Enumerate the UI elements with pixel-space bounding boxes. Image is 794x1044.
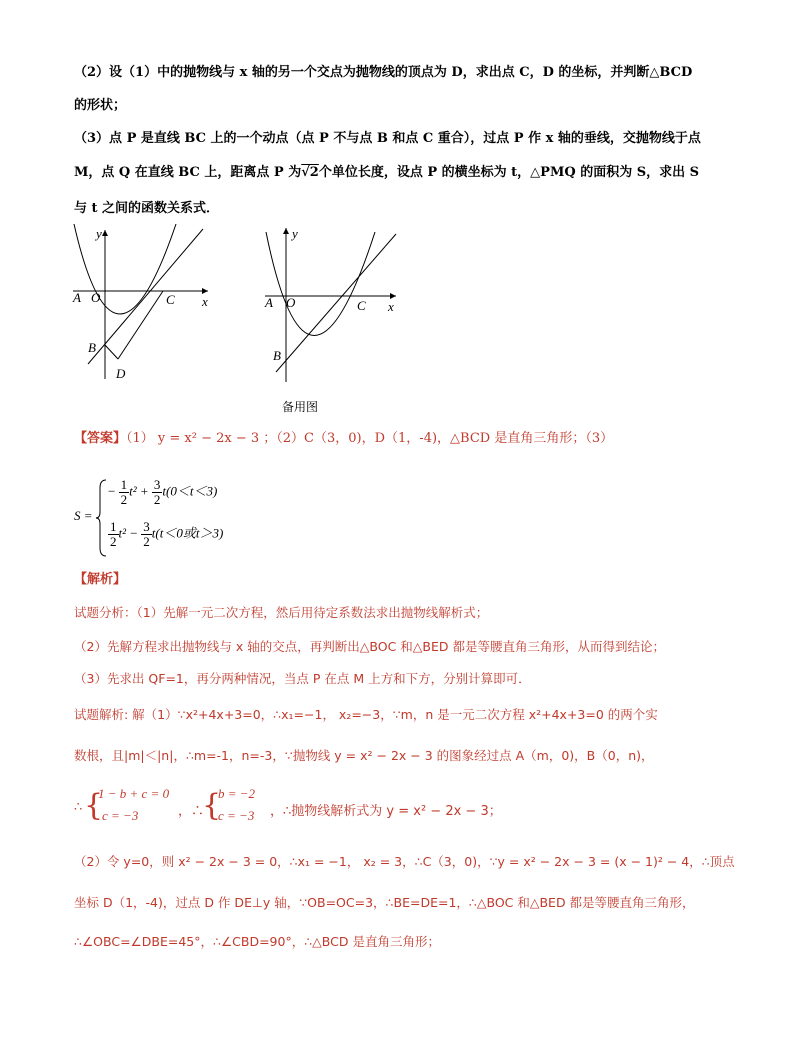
brace-1: { xyxy=(84,788,104,823)
case-2-condition: t(t＜0或t＞3) xyxy=(151,525,224,541)
brace-2: { xyxy=(202,788,222,823)
solution-line-2: 数根，且|m|＜|n|，∴m=-1，n=-3，∵抛物线 y = x² − 2x − 3 的图象经过点 A（m，0)，B（0，n)， xyxy=(74,748,654,763)
point-a-label: A xyxy=(73,290,81,305)
solution-line-3-suffix: ，∴抛物线解析式为 y = x² − 2x − 3； xyxy=(270,804,502,819)
point-a-label-2: A xyxy=(265,295,273,310)
frac-num: 1 xyxy=(120,477,128,492)
figure-graph-1 xyxy=(68,224,218,384)
question-3-line-2a: M，点 Q 在直线 BC 上，距离点 P 为 xyxy=(74,165,302,180)
s-piecewise-formula xyxy=(74,478,294,558)
case-1-sign: − xyxy=(108,483,116,499)
origin-label: O xyxy=(91,290,101,305)
analysis-line-1: 试题分析：（1）先解一元二次方程，然后用待定系数法求出抛物线解析式； xyxy=(74,605,489,620)
answer-line xyxy=(74,430,613,448)
s-lhs: S = xyxy=(74,508,93,523)
frac-den: 2 xyxy=(153,492,161,507)
question-3-line-2 xyxy=(74,164,699,182)
solution-line-5: 坐标 D（1，-4)，过点 D 作 DE⊥y 轴，∵OB=OC=3，∴BE=DE=1，∴△BOC 和△BED 都是等腰直角三角形， xyxy=(74,895,695,910)
system-1-row-2: c = −3 xyxy=(102,808,139,823)
point-b-label-2: B xyxy=(273,348,281,363)
comma-1: ，∴ xyxy=(178,804,205,819)
question-3-line-1: （3）点 P 是直线 BC 上的一个动点（点 P 不与点 B 和点 C 重合），过点 P 作 x 轴的垂线，交抛物线于点 xyxy=(74,131,701,146)
frac-num: 3 xyxy=(153,477,161,492)
solution-line-4: （2）令 y=0，则 x² − 2x − 3 = 0，∴x₁ = −1， x₂ = 3，∴C（3，0)，∵y = x² − 2x − 3 = (x − 1)² − 4，∴顶点 xyxy=(74,854,735,869)
case-2 xyxy=(108,520,223,549)
case-2-frac-2 xyxy=(141,520,152,549)
system-2-row-1: b = −2 xyxy=(218,786,256,801)
solution-line-6: ∴∠OBC=∠DBE=45°，∴∠CBD=90°，∴△BCD 是直角三角形； xyxy=(74,934,440,949)
point-d-label: D xyxy=(116,366,126,381)
case-1-condition: t(0＜t＜3) xyxy=(162,483,218,499)
point-c-label: C xyxy=(166,292,175,307)
therefore-1: ∴ xyxy=(74,800,83,815)
analysis-tag: 【解析】 xyxy=(74,572,127,587)
question-3-line-3: 与 t 之间的函数关系式． xyxy=(74,201,220,216)
point-c-label-2: C xyxy=(357,298,366,313)
sqrt-2: √2 xyxy=(301,165,319,180)
x-label-2: x xyxy=(388,299,394,314)
question-2-line-2: 的形状； xyxy=(74,98,127,113)
figure-caption: 备用图 xyxy=(282,400,319,414)
system-1-row-1: 1 − b + c = 0 xyxy=(98,786,170,801)
frac-den: 2 xyxy=(143,534,150,549)
case-1-frac-1 xyxy=(119,478,130,507)
answer-text: （1） y = x² − 2x − 3 ；（2）C（3，0)，D（1，-4)，△BCD 是直角三角形；（3） xyxy=(126,431,614,446)
y-label-2: y xyxy=(292,226,298,241)
x-label: x xyxy=(202,294,208,309)
case-1-term: t² + xyxy=(129,483,149,499)
system-2-row-2: c = −3 xyxy=(218,808,255,823)
y-label: y xyxy=(96,226,102,241)
frac-den: 2 xyxy=(120,492,128,507)
case-1 xyxy=(108,478,217,507)
figure-graph-2 xyxy=(262,224,412,419)
case-2-term: t² − xyxy=(118,525,139,541)
analysis-line-2: （2）先解方程求出抛物线与 x 轴的交点，再判断出△BOC 和△BED 都是等腰直角三角形，从而得到结论； xyxy=(74,639,665,654)
frac-num: 1 xyxy=(110,519,117,534)
solution-line-3 xyxy=(74,786,594,830)
answer-tag: 【答案】 xyxy=(74,431,127,446)
brace xyxy=(96,478,108,558)
frac-num: 3 xyxy=(143,519,150,534)
question-3-line-2b: 个单位长度，设点 P 的横坐标为 t，△PMQ 的面积为 S，求出 S xyxy=(318,165,700,180)
solution-line-1: 试题解析: 解（1）∵x²+4x+3=0，∴x₁=−1， x₂=−3，∵m，n 是一元二次方程 x²+4x+3=0 的两个实 xyxy=(74,707,658,722)
frac-den: 2 xyxy=(110,534,117,549)
point-b-label: B xyxy=(88,340,96,355)
question-2-line-1: （2）设（1）中的抛物线与 x 轴的另一个交点为抛物线的顶点为 D，求出点 C，D 的坐标，并判断△BCD xyxy=(74,65,693,80)
case-1-frac-2 xyxy=(152,478,163,507)
case-2-frac-1 xyxy=(108,520,119,549)
analysis-line-3: （3）先求出 QF=1，再分两种情况，当点 P 在点 M 上方和下方，分别计算即可． xyxy=(74,671,531,686)
origin-label-2: O xyxy=(286,295,296,310)
